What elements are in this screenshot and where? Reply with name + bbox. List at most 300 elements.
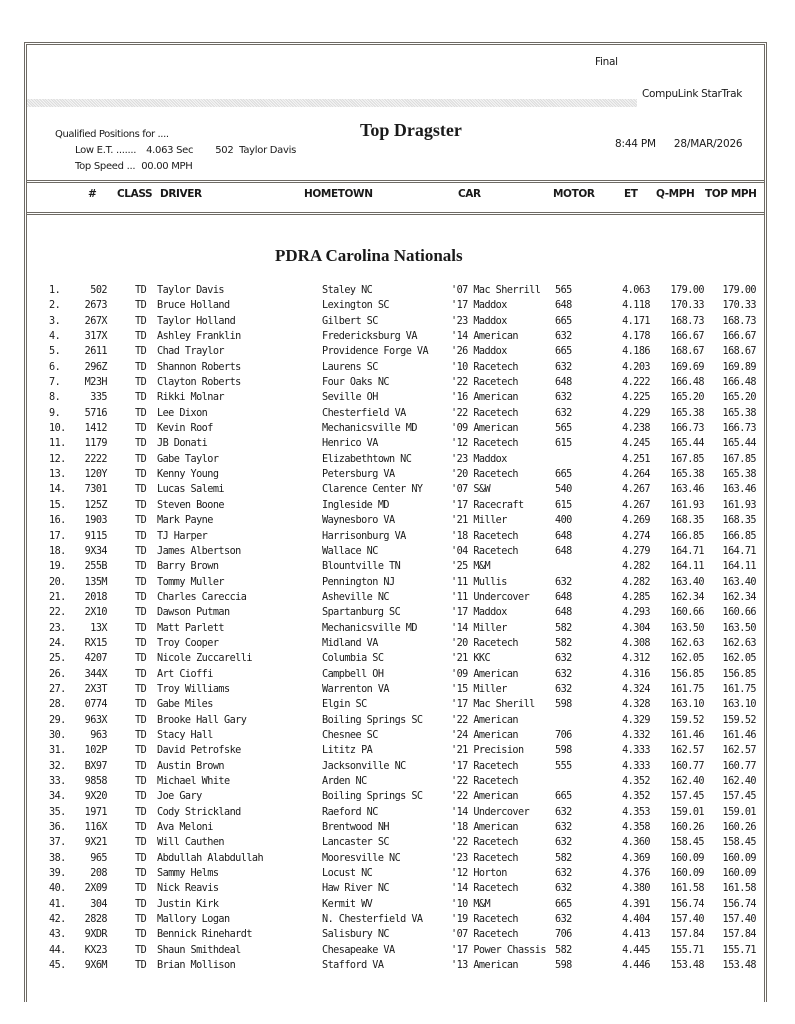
result-row [0,298,795,313]
hometown-cell: Lititz PA [322,745,373,757]
motor-cell: 582 [555,622,572,634]
car-number-cell: 1412 [84,423,107,435]
et-cell: 4.404 [622,914,650,926]
et-cell: 4.369 [622,852,650,864]
hometown-cell: Lexington SC [322,300,390,312]
hometown-cell: Midland VA [322,637,378,649]
hometown-cell: Henrico VA [322,438,378,450]
car-number-cell: 2222 [84,453,107,465]
hometown-cell: Stafford VA [322,960,384,972]
hometown-cell: Seville OH [322,392,378,404]
car-cell: '21 Miller [451,515,507,527]
motor-cell: 615 [555,499,572,511]
driver-cell: Gabe Miles [157,699,213,711]
et-cell: 4.380 [622,883,650,895]
et-cell: 4.279 [622,545,650,557]
hometown-cell: Mechanicsville MD [322,423,417,435]
motor-cell: 648 [555,530,572,542]
class-cell: TD [135,668,147,680]
position-cell: 45. [49,960,66,972]
car-number-cell: 317X [84,331,107,343]
class-cell: TD [135,484,147,496]
hometown-cell: Laurens SC [322,361,378,373]
position-cell: 42. [49,914,66,926]
et-cell: 4.171 [622,315,650,327]
driver-cell: Austin Brown [157,760,225,772]
motor-cell: 665 [555,469,572,481]
low-et-summary [75,145,296,156]
result-row [0,406,795,421]
driver-cell: Mark Payne [157,515,213,527]
position-cell: 44. [49,944,66,956]
et-cell: 4.352 [622,776,650,787]
class-cell: TD [135,929,147,941]
low-et-value: 4.063 Sec [146,145,194,156]
column-header-number: # [88,188,97,200]
car-number-cell: 2673 [84,300,107,312]
class-cell: TD [135,545,147,557]
top-mph-cell: 159.01 [722,806,756,818]
top-mph-cell: 160.26 [722,822,756,834]
hometown-cell: Kermit WV [322,898,373,910]
motor-cell: 615 [555,438,572,450]
et-cell: 4.358 [622,822,650,834]
result-row [0,621,795,636]
car-number-cell: 9X6M [84,960,107,972]
car-cell: '22 American [451,791,519,803]
position-cell: 22. [49,607,66,619]
motor-cell: 632 [555,407,572,419]
result-row [0,713,795,728]
top-mph-cell: 160.77 [722,760,756,772]
hometown-cell: Blountville TN [322,561,401,573]
report-time: 8:44 PM [615,138,656,150]
car-number-cell: 963X [84,714,107,726]
car-number-cell: 1903 [84,515,107,527]
class-cell: TD [135,868,147,880]
car-cell: '25 M&M [451,561,491,573]
driver-cell: Kenny Young [157,469,219,481]
qualifying-mph-cell: 168.73 [670,315,704,327]
qualifying-mph-cell: 164.71 [670,545,704,557]
result-row [0,851,795,866]
et-cell: 4.225 [622,392,650,404]
car-number-cell: 2X3T [84,683,107,695]
driver-cell: Stacy Hall [157,729,213,741]
driver-cell: Matt Parlett [157,622,225,634]
result-row [0,789,795,804]
result-row [0,283,795,298]
qualifying-mph-cell: 165.20 [670,392,704,404]
car-cell: '18 American [451,822,519,834]
motor-cell: 648 [555,607,572,619]
car-cell: '17 Mac Sherill [451,699,535,711]
qualifying-mph-cell: 163.50 [670,622,704,634]
top-mph-cell: 160.09 [722,852,756,864]
result-row [0,667,795,682]
motor-cell: 540 [555,484,572,496]
qualifying-mph-cell: 161.75 [670,683,704,695]
qualifying-mph-cell: 157.40 [670,914,704,926]
hometown-cell: Chesnee SC [322,729,378,741]
top-mph-cell: 162.57 [722,745,756,757]
et-cell: 4.376 [622,868,650,880]
top-mph-cell: 162.40 [722,776,756,787]
class-cell: TD [135,791,147,803]
top-mph-cell: 161.46 [722,729,756,741]
class-cell: TD [135,760,147,772]
car-cell: '22 Racetech [451,407,519,419]
car-cell: '20 Racetech [451,469,519,481]
car-cell: '17 Power Chassis [451,944,546,956]
top-mph-cell: 166.73 [722,423,756,435]
position-cell: 19. [49,561,66,573]
et-cell: 4.285 [622,591,650,603]
hometown-cell: Campbell OH [322,668,384,680]
hometown-cell: Staley NC [322,285,373,296]
car-cell: '15 Miller [451,683,507,695]
low-et-driver: Taylor Davis [239,145,296,156]
qualifying-mph-cell: 166.73 [670,423,704,435]
driver-cell: Art Cioffi [157,668,213,680]
position-cell: 8. [49,392,61,404]
car-cell: '22 Racetech [451,377,519,389]
top-mph-cell: 167.85 [722,453,756,465]
et-cell: 4.333 [622,745,650,757]
et-cell: 4.332 [622,729,650,741]
qualified-positions-label: Qualified Positions for .... [55,129,169,140]
car-number-cell: 4207 [84,653,107,665]
result-row [0,958,795,973]
hometown-cell: N. Chesterfield VA [322,914,423,926]
class-cell: TD [135,714,147,726]
class-cell: TD [135,315,147,327]
qualifying-mph-cell: 166.85 [670,530,704,542]
top-mph-cell: 166.85 [722,530,756,542]
hometown-cell: Petersburg VA [322,469,395,481]
driver-cell: Michael White [157,776,230,787]
position-cell: 13. [49,469,66,481]
column-header-motor: MOTOR [553,188,595,200]
result-row [0,467,795,482]
top-mph-cell: 165.44 [722,438,756,450]
car-number-cell: 335 [90,392,107,404]
qualifying-mph-cell: 160.66 [670,607,704,619]
motor-cell: 648 [555,591,572,603]
class-cell: TD [135,944,147,956]
class-cell: TD [135,300,147,312]
position-cell: 30. [49,729,66,741]
et-cell: 4.304 [622,622,650,634]
position-cell: 24. [49,637,66,649]
column-header-class: CLASS [117,188,153,200]
hometown-cell: Elgin SC [322,699,367,711]
top-mph-cell: 156.85 [722,668,756,680]
et-cell: 4.245 [622,438,650,450]
result-row [0,759,795,774]
top-mph-cell: 157.45 [722,791,756,803]
et-cell: 4.229 [622,407,650,419]
car-cell: '22 Racetech [451,776,519,787]
et-cell: 4.324 [622,683,650,695]
result-row [0,360,795,375]
car-number-cell: RX15 [84,637,107,649]
qualifying-mph-cell: 155.71 [670,944,704,956]
et-cell: 4.353 [622,806,650,818]
qualifying-mph-cell: 160.77 [670,760,704,772]
et-cell: 4.329 [622,714,650,726]
car-cell: '21 Precision [451,745,524,757]
motor-cell: 598 [555,960,572,972]
car-cell: '23 Racetech [451,852,519,864]
driver-cell: Taylor Holland [157,315,236,327]
et-cell: 4.264 [622,469,650,481]
top-mph-cell: 168.67 [722,346,756,358]
motor-cell: 565 [555,285,572,296]
class-cell: TD [135,622,147,634]
qualifying-mph-cell: 169.69 [670,361,704,373]
car-cell: '10 M&M [451,898,491,910]
driver-cell: Lucas Salemi [157,484,225,496]
hometown-cell: Waynesboro VA [322,515,395,527]
position-cell: 36. [49,822,66,834]
et-cell: 4.391 [622,898,650,910]
top-mph-cell: 158.45 [722,837,756,849]
motor-cell: 648 [555,300,572,312]
motor-cell: 706 [555,929,572,941]
qualifying-mph-cell: 162.40 [670,776,704,787]
result-row [0,927,795,942]
car-number-cell: 2X09 [84,883,107,895]
driver-cell: Lee Dixon [157,407,208,419]
driver-cell: Will Cauthen [157,837,225,849]
driver-cell: Taylor Davis [157,285,225,296]
car-cell: '17 Racecraft [451,499,524,511]
et-cell: 4.293 [622,607,650,619]
motor-cell: 665 [555,898,572,910]
qualifying-mph-cell: 163.10 [670,699,704,711]
top-speed-summary [75,161,193,172]
top-mph-cell: 166.67 [722,331,756,343]
car-number-cell: 2018 [84,591,107,603]
result-row [0,482,795,497]
position-cell: 6. [49,361,61,373]
result-row [0,329,795,344]
result-row [0,421,795,436]
car-cell: '19 Racetech [451,914,519,926]
car-cell: '22 Racetech [451,837,519,849]
driver-cell: Brian Mollison [157,960,236,972]
position-cell: 7. [49,377,61,389]
position-cell: 43. [49,929,66,941]
class-cell: TD [135,898,147,910]
qualifying-mph-cell: 160.09 [670,868,704,880]
class-cell: TD [135,377,147,389]
motor-cell: 400 [555,515,572,527]
top-mph-cell: 164.71 [722,545,756,557]
car-cell: '14 Miller [451,622,507,634]
motor-cell: 632 [555,883,572,895]
car-number-cell: 344X [84,668,107,680]
top-mph-cell: 156.74 [722,898,756,910]
result-row [0,943,795,958]
car-cell: '20 Racetech [451,637,519,649]
qualifying-mph-cell: 166.48 [670,377,704,389]
hometown-cell: Columbia SC [322,653,384,665]
car-number-cell: 1971 [84,806,107,818]
class-cell: TD [135,776,147,787]
result-row [0,498,795,513]
car-cell: '22 American [451,714,519,726]
hometown-cell: Harrisonburg VA [322,530,406,542]
result-row [0,344,795,359]
position-cell: 20. [49,576,66,588]
driver-cell: Sammy Helms [157,868,219,880]
top-mph-cell: 162.63 [722,637,756,649]
motor-cell: 632 [555,576,572,588]
result-row [0,774,795,789]
class-cell: TD [135,331,147,343]
driver-cell: Steven Boone [157,499,225,511]
hometown-cell: Pennington NJ [322,576,395,588]
car-cell: '12 Horton [451,868,507,880]
motor-cell: 632 [555,392,572,404]
top-mph-cell: 165.38 [722,469,756,481]
qualifying-mph-cell: 156.74 [670,898,704,910]
motor-cell: 648 [555,377,572,389]
result-row [0,314,795,329]
position-cell: 21. [49,591,66,603]
car-number-cell: 267X [84,315,107,327]
class-cell: TD [135,515,147,527]
top-mph-cell: 155.71 [722,944,756,956]
top-speed-value: 00.00 MPH [141,161,193,172]
top-mph-cell: 163.46 [722,484,756,496]
top-mph-cell: 165.38 [722,407,756,419]
et-cell: 4.282 [622,576,650,588]
qualifying-mph-cell: 163.40 [670,576,704,588]
result-row [0,513,795,528]
position-cell: 23. [49,622,66,634]
top-mph-cell: 165.20 [722,392,756,404]
motor-cell: 598 [555,745,572,757]
position-cell: 10. [49,423,66,435]
top-mph-cell: 161.75 [722,683,756,695]
position-cell: 40. [49,883,66,895]
header-shade-strip [27,99,637,107]
column-header-top-mph: TOP MPH [705,188,757,200]
car-number-cell: 2611 [84,346,107,358]
et-cell: 4.352 [622,791,650,803]
motor-cell: 632 [555,914,572,926]
car-number-cell: KX23 [84,944,107,956]
et-cell: 4.328 [622,699,650,711]
result-row [0,743,795,758]
driver-cell: Dawson Putman [157,607,230,619]
et-cell: 4.333 [622,760,650,772]
class-cell: TD [135,837,147,849]
top-mph-cell: 161.58 [722,883,756,895]
car-number-cell: 304 [90,898,107,910]
top-mph-cell: 179.00 [722,285,756,296]
result-row [0,544,795,559]
result-row [0,375,795,390]
position-cell: 16. [49,515,66,527]
driver-cell: Charles Careccia [157,591,247,603]
et-cell: 4.269 [622,515,650,527]
class-cell: TD [135,822,147,834]
motor-cell: 665 [555,791,572,803]
driver-cell: Justin Kirk [157,898,219,910]
top-mph-cell: 153.48 [722,960,756,972]
qualifying-mph-cell: 156.85 [670,668,704,680]
hometown-cell: Chesapeake VA [322,944,395,956]
car-cell: '14 Undercover [451,806,530,818]
qualifying-mph-cell: 157.45 [670,791,704,803]
hometown-cell: Clarence Center NY [322,484,423,496]
car-number-cell: 296Z [84,361,107,373]
hometown-cell: Warrenton VA [322,683,390,695]
position-cell: 12. [49,453,66,465]
top-speed-label: Top Speed ... [75,161,136,172]
top-mph-cell: 157.40 [722,914,756,926]
hometown-cell: Wallace NC [322,545,378,557]
car-number-cell: 208 [90,868,107,880]
position-cell: 18. [49,545,66,557]
et-cell: 4.063 [622,285,650,296]
car-number-cell: 13X [90,622,107,634]
motor-cell: 632 [555,653,572,665]
et-cell: 4.267 [622,499,650,511]
top-mph-cell: 157.84 [722,929,756,941]
result-row [0,651,795,666]
top-mph-cell: 163.40 [722,576,756,588]
motor-cell: 632 [555,868,572,880]
car-number-cell: 9XDR [84,929,107,941]
position-cell: 11. [49,438,66,450]
column-header-car: CAR [458,188,481,200]
position-cell: 39. [49,868,66,880]
position-cell: 5. [49,346,61,358]
driver-cell: Chad Traylor [157,346,225,358]
hometown-cell: Mooresville NC [322,852,401,864]
car-number-cell: 0774 [84,699,107,711]
driver-cell: Joe Gary [157,791,202,803]
motor-cell: 632 [555,668,572,680]
qualifying-mph-cell: 153.48 [670,960,704,972]
qualifying-mph-cell: 165.44 [670,438,704,450]
qualifying-mph-cell: 163.46 [670,484,704,496]
result-row [0,436,795,451]
class-cell: TD [135,914,147,926]
result-row [0,636,795,651]
driver-cell: Ashley Franklin [157,331,241,343]
car-cell: '07 Mac Sherrill [451,285,541,296]
class-cell: TD [135,453,147,465]
car-cell: '10 Racetech [451,361,519,373]
header-divider-top [27,180,764,183]
qualifying-mph-cell: 161.93 [670,499,704,511]
driver-cell: Clayton Roberts [157,377,241,389]
result-row [0,728,795,743]
driver-cell: TJ Harper [157,530,208,542]
driver-cell: Brooke Hall Gary [157,714,247,726]
car-number-cell: 9X34 [84,545,107,557]
car-number-cell: 120Y [84,469,107,481]
result-row [0,805,795,820]
car-number-cell: 9858 [84,776,107,787]
class-cell: TD [135,438,147,450]
